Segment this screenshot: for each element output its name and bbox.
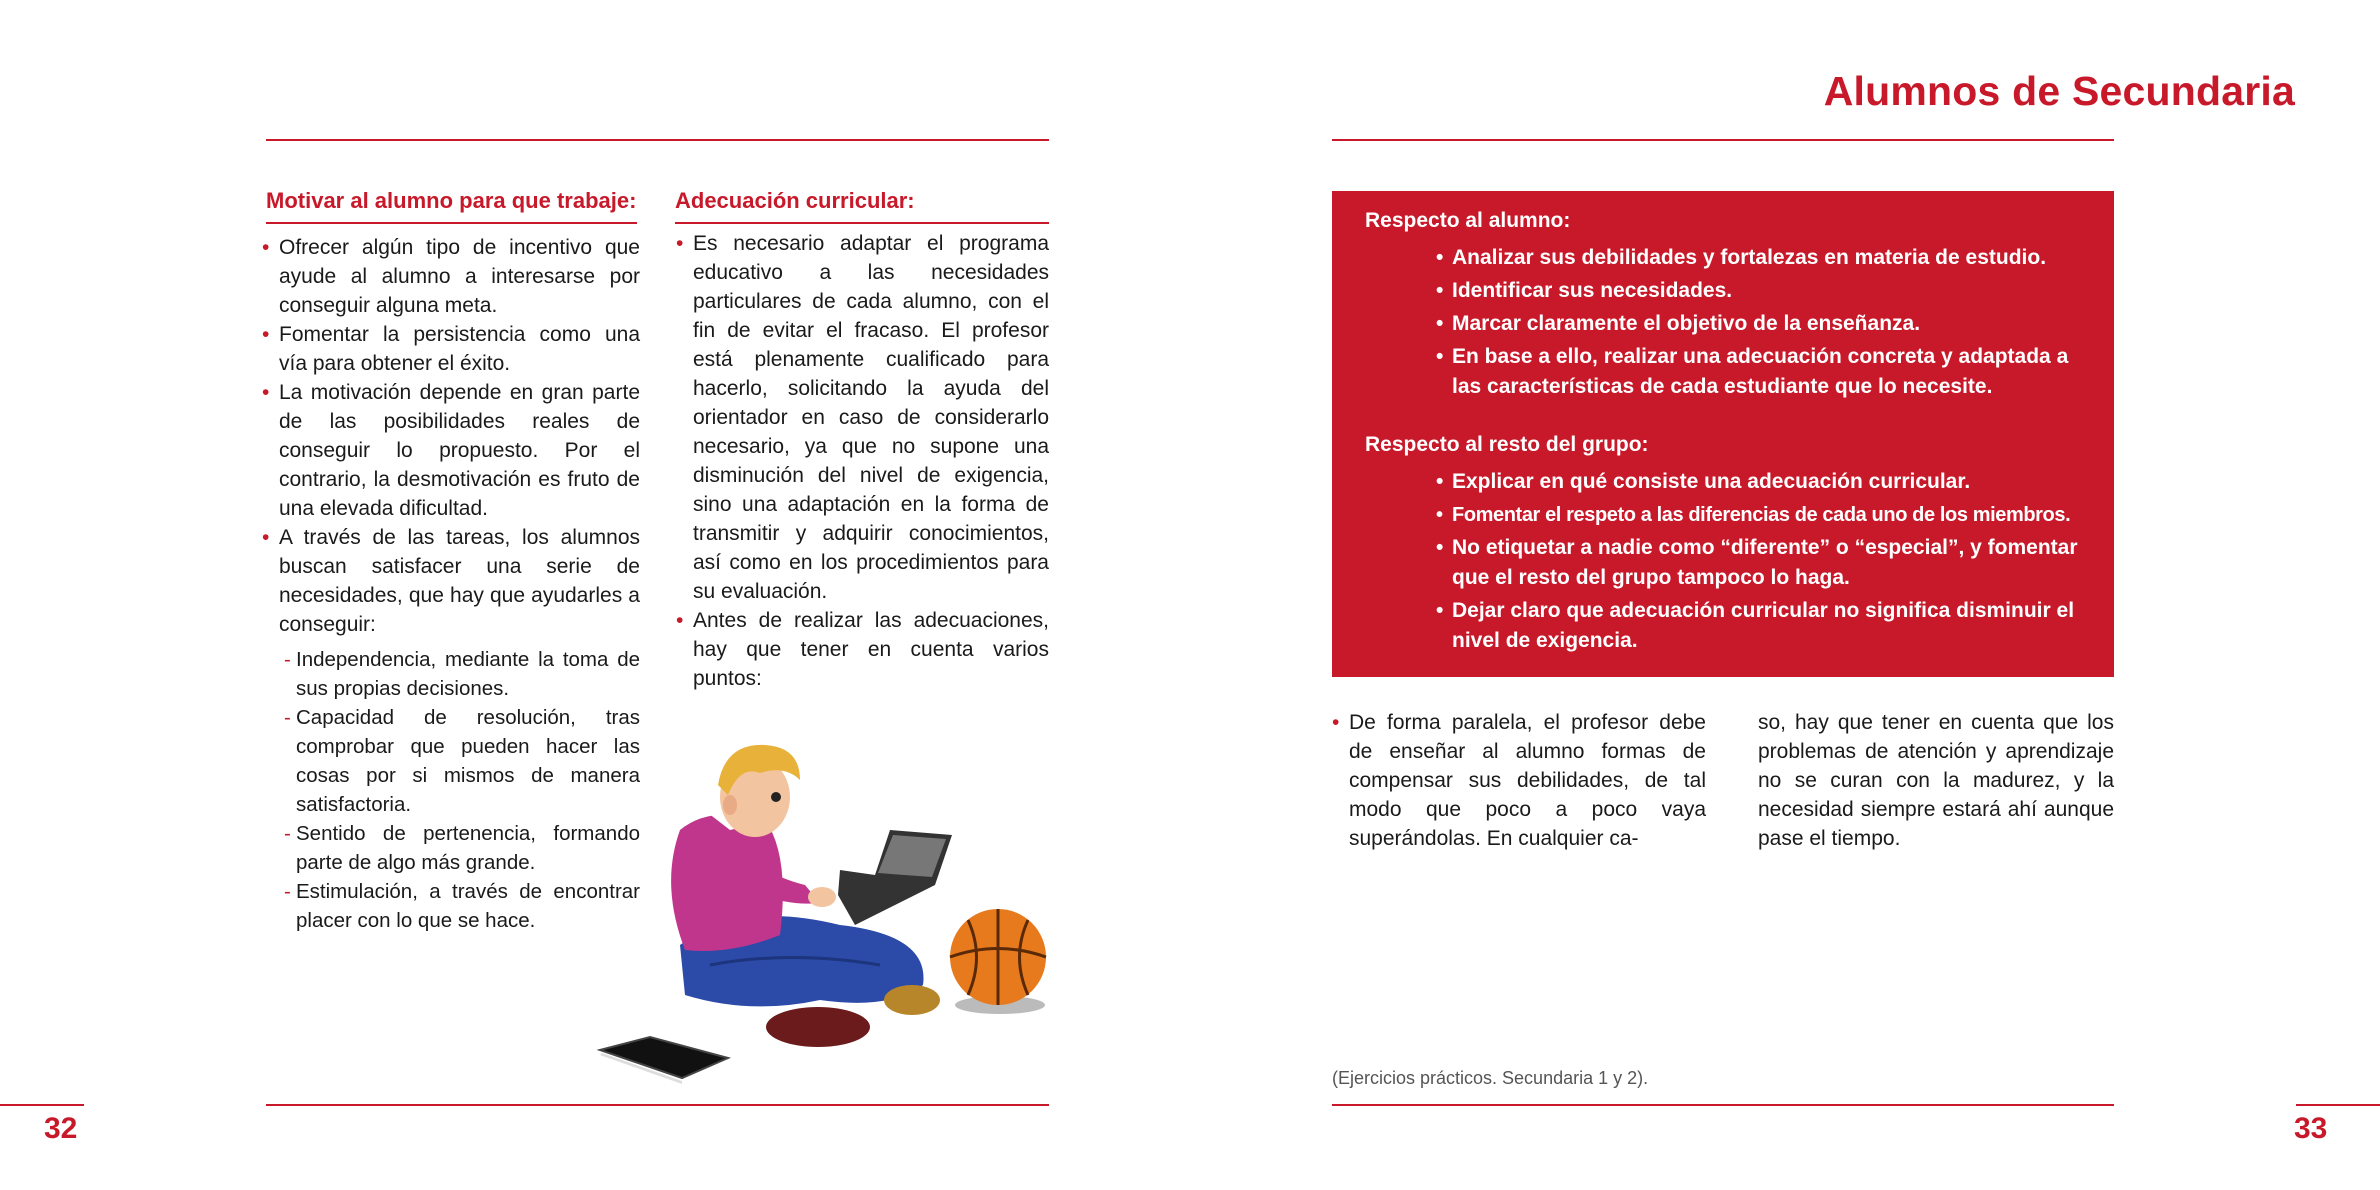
- list-item: • La motivación depende en gran parte de las posibilidades reales de conseguir lo propuesto. Por el contrario, la desmotivación es fruto de una elevada dificultad.: [262, 378, 640, 523]
- list-item: • Fomentar el respeto a las diferencias de cada uno de los miembros.: [1436, 500, 2112, 530]
- student-group-heading: Respecto al alumno:: [1365, 209, 1571, 232]
- list-item: - Independencia, mediante la toma de sus propias decisiones.: [262, 645, 640, 703]
- list-item: • Fomentar la persistencia como una vía para obtener el éxito.: [262, 320, 640, 378]
- section-title: Alumnos de Secundaria: [1823, 68, 2295, 114]
- motivation-bullet-list: [262, 233, 640, 639]
- list-item: - Sentido de pertenencia, formando parte de algo más grande.: [262, 819, 640, 877]
- list-item: • Es necesario adaptar el programa educativo a las necesidades particulares de cada alumno, con el fin de evitar el fracaso. El profesor está plenamente cualificado para hacerlo, solicitando la ayuda del orientador en caso de considerarlo necesario, ya que no supone una disminución del nivel de exigencia, sino una adaptación en la forma de transmitir y adquirir conocimientos, así como en los procedimientos para su evaluación.: [676, 229, 1049, 606]
- list-item: • En base a ello, realizar una adecuación concreta y adaptada a las características de cada estudiante que lo necesite.: [1436, 342, 2092, 402]
- list-item: • A través de las tareas, los alumnos buscan satisfacer una serie de necesidades, que hay que ayudarles a conseguir:: [262, 523, 640, 639]
- list-item: • Ofrecer algún tipo de incentivo que ayude al alumno a interesarse por conseguir alguna meta.: [262, 233, 640, 320]
- basketball-icon: [950, 909, 1046, 1005]
- list-item: • De forma paralela, el profesor debe de enseñar al alumno formas de compensar sus debilidades, de tal modo que poco a poco vaya superándolas. En cualquier ca-: [1332, 708, 1706, 853]
- list-item: • Antes de realizar las adecuaciones, hay que tener en cuenta varios puntos:: [676, 606, 1049, 693]
- footnote: (Ejercicios prácticos. Secundaria 1 y 2).: [1332, 1068, 1649, 1088]
- list-item: • No etiquetar a nadie como “diferente” o “especial”, y fomentar que el resto del grupo tampoco lo haga.: [1436, 533, 2092, 593]
- class-group-heading: Respecto al resto del grupo:: [1365, 433, 1649, 456]
- motivation-heading-rule: [266, 222, 637, 224]
- closing-paragraph-col1: [1332, 708, 1706, 853]
- motivation-dash-list: [262, 645, 640, 935]
- motivation-column: [262, 233, 640, 935]
- curricular-heading-rule: [675, 222, 1049, 224]
- closing-paragraph-col2: so, hay que tener en cuenta que los problemas de atención y aprendizaje no se curan con la madurez, y la necesidad siempre estará ahí aunque pase el tiempo.: [1758, 711, 2114, 850]
- bottom-rule-left-edge: [0, 1104, 84, 1106]
- curricular-bullet-list: [676, 229, 1049, 693]
- adaptation-box: [1332, 191, 2114, 677]
- top-rule-left: [266, 139, 1049, 141]
- book-icon: [600, 1037, 728, 1078]
- motivation-heading: Motivar al alumno para que trabaje:: [266, 188, 637, 213]
- curricular-column: [676, 229, 1049, 693]
- bottom-rule-right-edge: [2296, 1104, 2380, 1106]
- list-item: - Estimulación, a través de encontrar placer con lo que se hace.: [262, 877, 640, 935]
- page-number-left: 32: [44, 1112, 78, 1145]
- list-item: • Identificar sus necesidades.: [1436, 276, 2092, 306]
- list-item: • Dejar claro que adecuación curricular no significa disminuir el nivel de exigencia.: [1436, 596, 2092, 656]
- top-rule-right: [1332, 139, 2114, 141]
- list-item: • Analizar sus debilidades y fortalezas en materia de estudio.: [1436, 243, 2092, 273]
- curricular-heading: Adecuación curricular:: [675, 188, 915, 213]
- page-number-right: 33: [2294, 1112, 2328, 1145]
- list-item: • Marcar claramente el objetivo de la enseñanza.: [1436, 309, 2092, 339]
- boy-with-laptop-illustration: [590, 735, 1055, 1090]
- bottom-rule-right: [1332, 1104, 2114, 1106]
- list-item: - Capacidad de resolución, tras comprobar que pueden hacer las cosas por si mismos de manera satisfactoria.: [262, 703, 640, 819]
- list-item: • Explicar en qué consiste una adecuación curricular.: [1436, 467, 2092, 497]
- bottom-rule-left: [266, 1104, 1049, 1106]
